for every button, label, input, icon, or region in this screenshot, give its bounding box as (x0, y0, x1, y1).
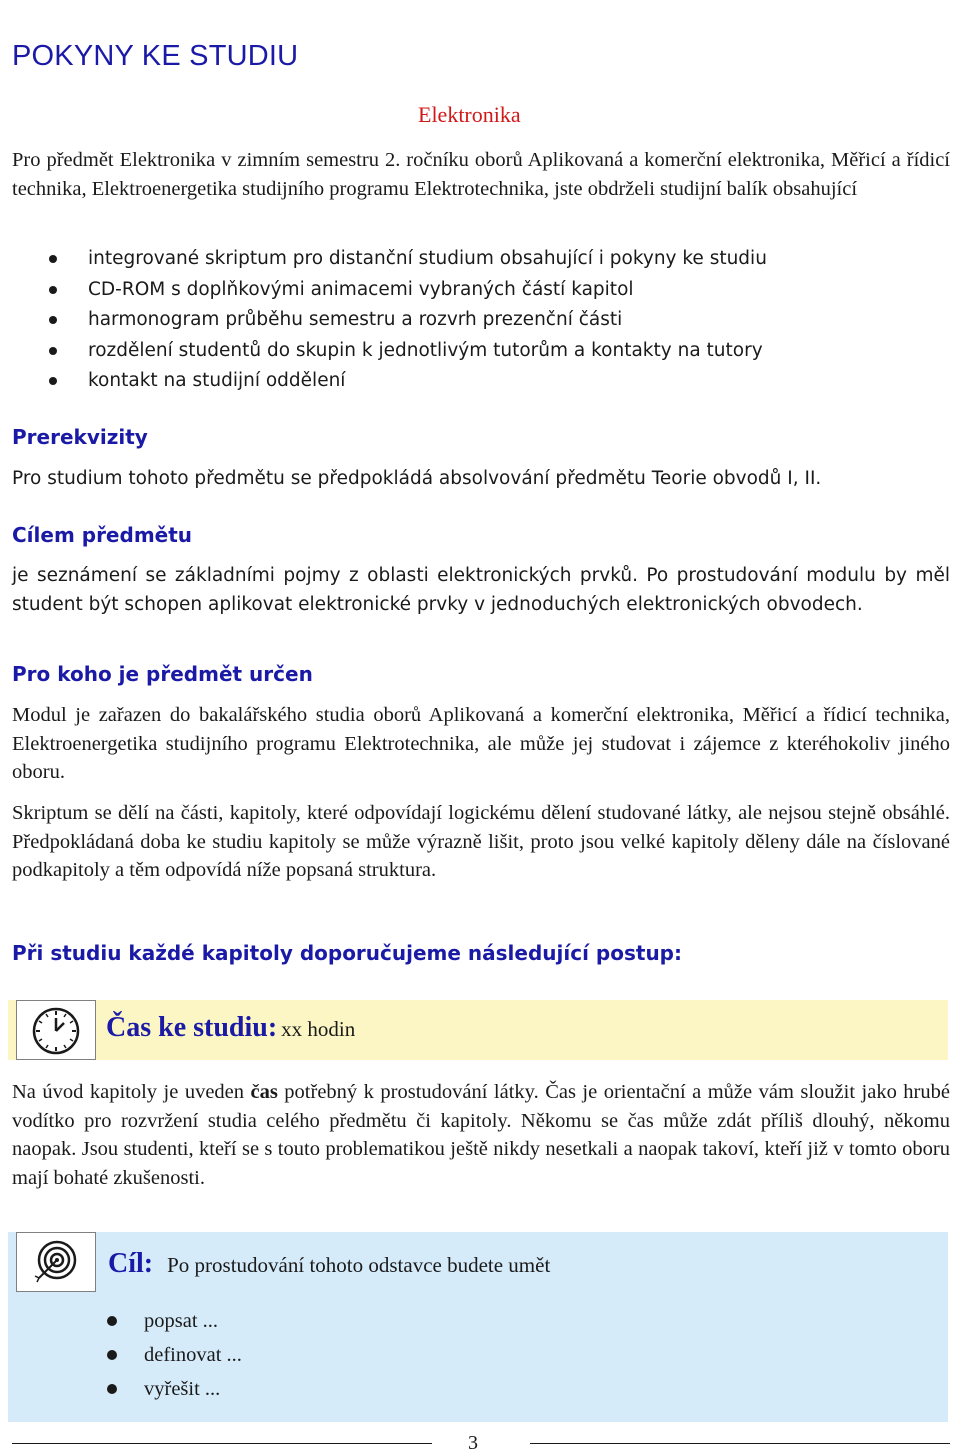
goal-text: je seznámení se základními pojmy z oblasti elektronických prvků. Po prostudování modulu by měl student být schopen aplikovat elektronické prvky v jednoduchých elektronických obvodech. (12, 565, 950, 615)
bullet-icon (107, 1316, 117, 1326)
list-item (44, 336, 767, 367)
time-description-bold: čas (250, 1081, 278, 1103)
list-item-text: integrované skriptum pro distanční studium obsahující i pokyny ke studiu (88, 248, 767, 269)
time-description-part2: potřebný k prostudování látky. Čas je orientační a může vám sloužit jako hrubé vodítko pro rozvržení studia celého předmětu či kapitoly. Někomu se čas může zdát příliš dlouhý, někomu naopak. Jsou studenti, kteří se s touto problematikou ještě nikdy nesetkali a naopak takoví, kteří již v tomto oboru mají bohaté zkušenosti. (12, 1081, 950, 1189)
structure-text: Skriptum se dělí na části, kapitoly, které odpovídají logickému dělení studované látky, ale nejsou stejně obsáhlé. Předpokládaná doba ke studiu kapitoly se může výrazně lišit, proto jsou velké kapitoly děleny dále na číslované podkapitoly a těm odpovídá níže popsaná struktura. (12, 802, 950, 881)
bullet-icon (49, 377, 57, 385)
intro-paragraph: Pro předmět Elektronika v zimním semestru 2. ročníku oborů Aplikovaná a komerční elektronika, Měřicí a řídicí technika, Elektroenergetika studijního programu Elektrotechnika, jste obdrželi studijní balík obsahující (12, 149, 950, 200)
page-title: POKYNY KE STUDIU (12, 40, 299, 72)
list-item (44, 244, 767, 275)
list-item-text: vyřešit ... (144, 1378, 221, 1400)
list-item-text: kontakt na studijní oddělení (88, 370, 346, 391)
bullet-icon (49, 316, 57, 324)
audience-heading: Pro koho je předmět určen (12, 662, 313, 686)
bullet-icon (49, 255, 57, 263)
footer-rule-right (530, 1443, 950, 1444)
bullet-icon (49, 286, 57, 294)
clock-icon (16, 1000, 96, 1060)
goal-intro-text: Po prostudování tohoto odstavce budete umět (167, 1253, 551, 1277)
time-value: xx hodin (281, 1017, 356, 1041)
list-item (44, 305, 767, 336)
footer-rule-left (12, 1443, 432, 1444)
list-item-text: harmonogram průběhu semestru a rozvrh prezenční části (88, 309, 623, 330)
goal-heading: Cílem předmětu (12, 523, 193, 547)
time-label: Čas ke studiu: (106, 1012, 278, 1043)
list-item (44, 366, 767, 397)
time-box (8, 1000, 948, 1060)
list-item (104, 1340, 242, 1374)
list-item-text: rozdělení studentů do skupin k jednotlivým tutorům a kontakty na tutory (88, 339, 763, 361)
list-item-text: definovat ... (144, 1344, 242, 1366)
time-description-part1: Na úvod kapitoly je uveden (12, 1081, 251, 1103)
page-number: 3 (468, 1432, 478, 1454)
bullet-icon (49, 347, 57, 355)
prerequisites-text: Pro studium tohoto předmětu se předpokládá absolvování předmětu Teorie obvodů I, II. (12, 468, 822, 489)
audience-text: Modul je zařazen do bakalářského studia oborů Aplikovaná a komerční elektronika, Měřicí a řídicí technika, Elektroenergetika studijního programu Elektrotechnika, ale může jej studovat i zájemce z kteréhokoliv jiného oboru. (12, 704, 950, 783)
list-item (104, 1306, 242, 1340)
list-item-text: popsat ... (144, 1310, 219, 1332)
procedure-heading: Při studiu každé kapitoly doporučujeme následující postup: (12, 941, 682, 965)
list-item (44, 275, 767, 306)
bullet-icon (107, 1384, 117, 1394)
goal-label: Cíl: (108, 1248, 154, 1279)
target-icon (16, 1232, 96, 1292)
time-description (12, 1078, 950, 1192)
prerequisites-heading: Prerekvizity (12, 425, 148, 449)
subject-title: Elektronika (418, 102, 521, 127)
study-package-list (44, 244, 767, 397)
goal-skills-list (104, 1306, 242, 1408)
list-item (104, 1374, 242, 1408)
list-item-text: CD-ROM s doplňkovými animacemi vybraných částí kapitol (88, 278, 634, 300)
bullet-icon (107, 1350, 117, 1360)
